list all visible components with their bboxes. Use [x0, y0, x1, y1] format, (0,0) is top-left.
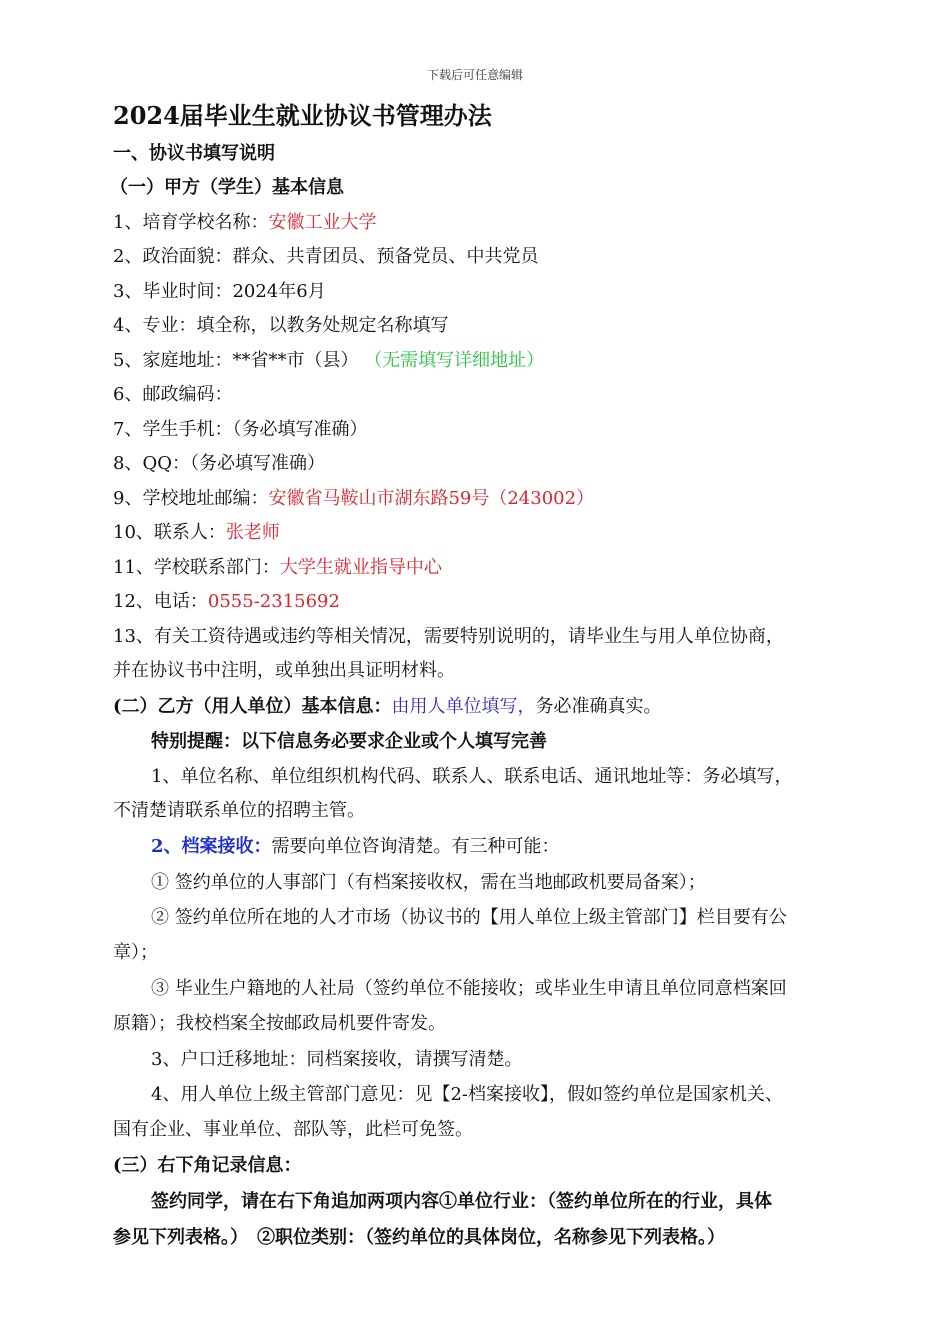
unit-item-1-line-2: 不清楚请联系单位的招聘主管。 — [113, 800, 365, 821]
item-graduation-time: 3、毕业时间：2024年6月 — [113, 281, 326, 302]
archive-label: 2、档案接收： — [151, 836, 272, 857]
section-heading-1: 一、协议书填写说明 — [113, 143, 275, 164]
item-postal-code: 6、邮政编码： — [113, 384, 233, 405]
item-major: 4、专业：填全称，以教务处规定名称填写 — [113, 315, 449, 336]
record-instructions-line-2: 参见下列表格。） ②职位类别：（签约单位的具体岗位，名称参见下列表格。） — [113, 1227, 725, 1248]
home-address-note: （无需填写详细地址） — [364, 350, 545, 371]
subsection-heading-party-a: （一）甲方（学生）基本信息 — [110, 177, 344, 198]
item-contact-person — [113, 521, 280, 545]
contact-person-value: 张老师 — [225, 522, 280, 543]
record-instructions-line-1: 签约同学，请在右下角追加两项内容①单位行业：（签约单位所在的行业，具体 — [151, 1191, 772, 1212]
special-reminder: 特别提醒：以下信息务必要求企业或个人填写完善 — [151, 731, 547, 752]
item-label: 10、联系人： — [113, 522, 226, 543]
unit-item-4-line-2: 国有企业、事业单位、部队等，此栏可免签。 — [113, 1119, 473, 1140]
document-title: 2024届毕业生就业协议书管理办法 — [113, 101, 492, 130]
item-student-phone: 7、学生手机：（务必填写准确） — [113, 419, 368, 440]
subsection-heading-party-b — [113, 695, 662, 719]
item-label: 12、电话： — [113, 591, 208, 612]
party-b-accuracy-note: 务必准确真实。 — [535, 696, 662, 717]
archive-option-1: ① 签约单位的人事部门（有档案接收权，需在当地邮政机要局备案）； — [151, 872, 706, 893]
item-special-notes-line-2: 并在协议书中注明，或单独出具证明材料。 — [113, 660, 455, 681]
unit-item-1-line-1: 1、单位名称、单位组织机构代码、联系人、联系电话、通讯地址等：务必填写， — [151, 766, 793, 787]
item-phone — [113, 590, 340, 614]
item-qq: 8、QQ：（务必填写准确） — [113, 453, 325, 474]
phone-value: 0555-2315692 — [207, 591, 340, 612]
party-b-fill-note: 由用人单位填写， — [391, 696, 536, 717]
school-address-value: 安徽省马鞍山市湖东路59号（243002） — [268, 488, 595, 509]
unit-item-4-line-1: 4、用人单位上级主管部门意见：见【2-档案接收】，假如签约单位是国家机关、 — [151, 1084, 783, 1105]
item-school-address — [113, 487, 594, 511]
page-header: 下载后可任意编辑 — [426, 68, 523, 82]
item-political-status: 2、政治面貌：群众、共青团员、预备党员、中共党员 — [113, 246, 539, 267]
subsection-heading-record-info: (三）右下角记录信息： — [113, 1155, 302, 1176]
archive-option-2-line-1: ② 签约单位所在地的人才市场（协议书的【用人单位上级主管部门】栏目要有公 — [151, 907, 787, 928]
item-school-name — [113, 211, 376, 235]
archive-text: 需要向单位咨询清楚。有三种可能： — [271, 836, 560, 857]
item-label: 11、学校联系部门： — [113, 557, 280, 578]
unit-item-2-archive — [151, 835, 560, 859]
unit-item-3-household: 3、户口迁移地址：同档案接收，请撰写清楚。 — [151, 1049, 523, 1070]
item-special-notes-line-1: 13、有关工资待遇或违约等相关情况，需要特别说明的，请毕业生与用人单位协商， — [113, 626, 784, 647]
party-b-label: (二）乙方（用人单位）基本信息： — [113, 696, 392, 717]
school-name-value: 安徽工业大学 — [268, 212, 377, 233]
archive-option-2-line-2: 章）； — [113, 942, 158, 963]
archive-option-3-line-1: ③ 毕业生户籍地的人社局（签约单位不能接收；或毕业生申请且单位同意档案回 — [151, 978, 787, 999]
item-label: 5、家庭地址：**省**市（县） — [113, 350, 359, 371]
item-label: 1、培育学校名称： — [113, 212, 269, 233]
contact-department-value: 大学生就业指导中心 — [279, 557, 442, 578]
item-home-address — [113, 349, 544, 373]
archive-option-3-line-2: 原籍）；我校档案全按邮政局机要件寄发。 — [113, 1013, 446, 1034]
item-label: 9、学校地址邮编： — [113, 488, 269, 509]
item-contact-department — [113, 556, 442, 580]
